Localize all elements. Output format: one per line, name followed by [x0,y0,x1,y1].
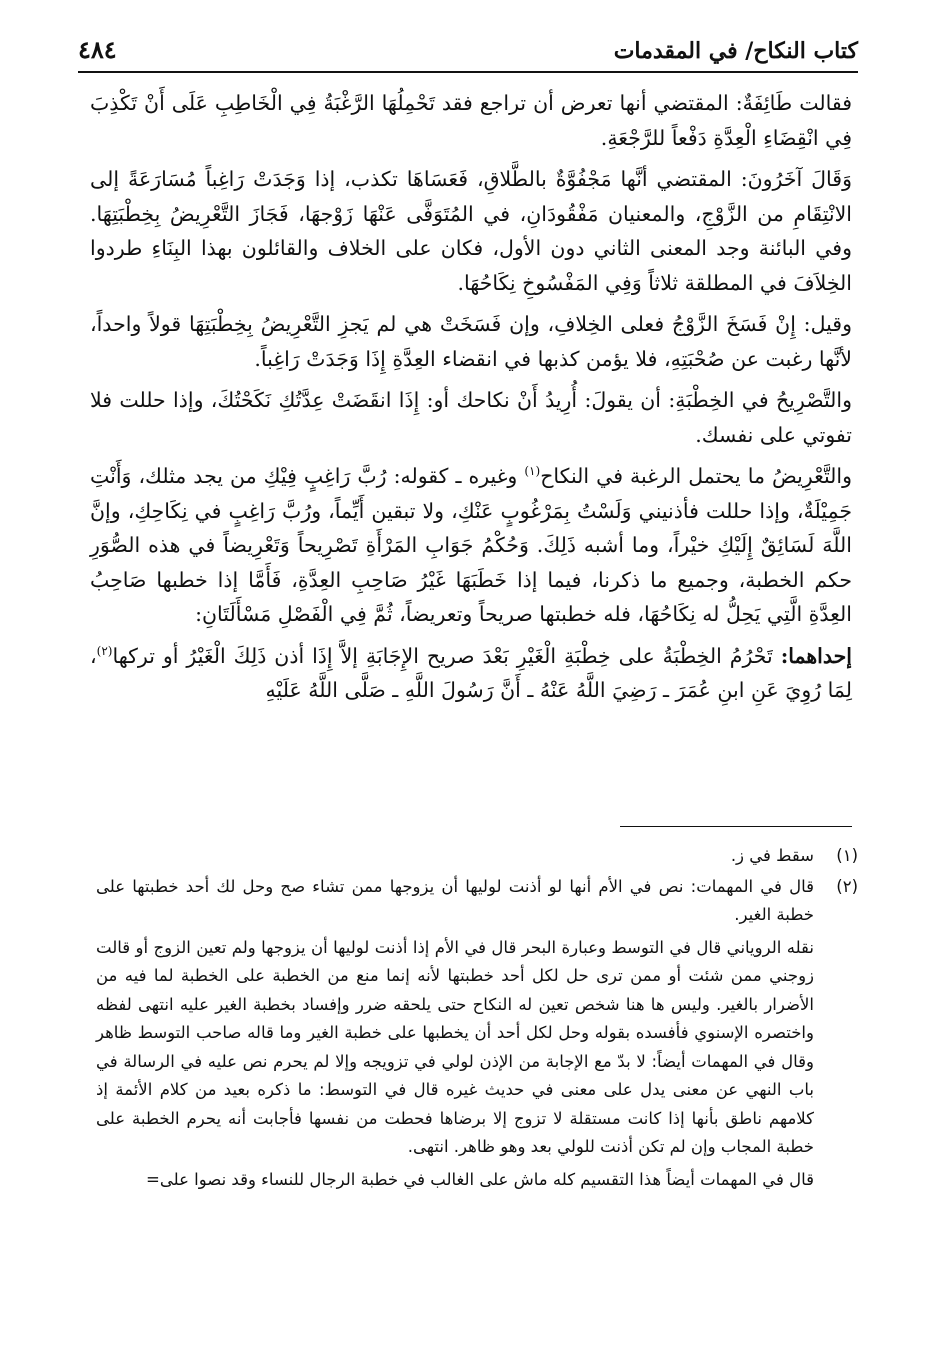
paragraph-5-rest: وغيره ـ كقوله: رُبَّ رَاغِبٍ فِيْكِ من يجد مثلك، وَأَنْتِ جَمِيْلَةٌ، وإذا حللت فأذنيني وَلَسْتُ بِمَرْغُوبٍ عَنْكِ، ولا تبقين أَيِّماً، ورُبَّ رَاغِبٍ في نِكَاحِكِ، وإنَّ اللَّهَ لَسَائِقٌ إِلَيْكِ خيْراً، وما أشبه ذَلِكَ. وَحُكْمُ جَوَابِ المَرْأَةِ تَصْرِيحاً وَتَعْرِيضاً في هذه الصُّوَرِ حكم الخطبة، وجميع ما ذكرنا، فيما إذا خَطَبَهَا غَيْرُ صَاحِبِ العِدَّةِ، فَأَمَّا إذا خطبها صَاحِبُ العِدَّةِ الَّتِي يَحِلُّ له نِكَاحُهَا، فله خطبتها صريحاً وتعريضاً، ثُمَّ فِي الْفَصْلِ مَسْأَلَتَانِ: [90,464,852,626]
footnote-2-continuation: نقله الروياني قال في التوسط وعبارة البحر قال في الأم إذا أذنت لوليها أن يزوجها ولم تعين الزوج أو قالت زوجني ممن شئت أو ممن ترى حل لكل أحد خطبتها لأنه إنما منع من الخطبة على الخطبة لما فيه من الأضرار بالغير. وليس ها هنا شخص تعين له النكاح حتى يلحقه ضرر وإفساد بخطبة الغير عليه انتهى لفظه واختصره الإسنوي فأفسده بقوله وحل لكل أحد أن يخطبها على خطبة الغير وما قاله صاحب التوسط ظاهر وقال في المهمات أيضاً: لا بدّ مع الإجابة من الإذن لولي في تزويجه وإلا لم يحرم نص عليه في الرسالة في باب النهي عن معنى يدل على معنى في حديث غيره قال في التوسط: ما ذكره بعيد من كلام الأئمة إذ كلامهم ناطق بأنها إذا كانت مستقلة لا تزوج إلا برضاها فحطت من نفسها فأجابت أنه يحرم الخطبة على خطبة المجاب وإن لم تكن أذنت للولي بعد وهو ظاهر. انتهى. [96,937,814,1156]
page-header-title: كتاب النكاح/ في المقدمات [613,38,858,64]
footnote-ref-2[interactable]: (٢) [96,643,113,658]
paragraph-5 [90,459,852,632]
footnote-2-last-line: قال في المهمات أيضاً هذا التقسيم كله ماش على الغالب في خطبة الرجال للنساء وقد نصوا على= [146,1169,814,1189]
footnote-2-text: قال في المهمات: نص في الأم أنها لو أذنت لوليها أن يزوجها ممن تشاء صح وحل لك أحد خطبتها على خطبة الغير. [96,876,814,924]
paragraph-6-start: تَحْرُمُ الخِطْبَةُ على خِطْبَةِ الْغَيْرِ بَعْدَ صريح الإِجَابَةِ إلاَّ إِذَا أذن ذَلِكَ الْغَيْرُ أو تركها [112,643,781,668]
footnotes [96,842,858,1194]
header-rule [78,71,858,73]
footnote-1-number: (١) [836,846,858,865]
footnote-2-number: (٢) [836,876,858,896]
main-text [90,86,852,715]
footnote-1 [96,842,858,871]
paragraph-6-lead: إحداهما: [780,643,852,668]
footnote-1-text: سقط في ز. [730,846,814,865]
footnote-ref-1[interactable]: (١) [524,464,541,479]
footnote-2 [96,873,858,930]
paragraph-6-rest: ، لِمَا رُوِيَ عَنِ ابنِ عُمَرَ ـ رَضِيَ اللَّهُ عَنْهُ ـ أَنَّ رَسُولَ اللَّهِ ـ صَلَّى اللَّهُ عَلَيْهِ [90,643,852,702]
paragraph-3: وقيل: إِنْ فَسَخَ الزَّوْجُ فعلى الخِلافِ، وإن فَسَخَتْ هي لم يَجزِ التَّعْرِيضُ بِخِطْبَتِهَا قولاً واحداً، لأنَّها رغبت عن صُحْبَتِهِ، فلا يؤمن كذبها في انقضاء العِدَّةِ إِذَا وَجَدَتْ رَاغِباً. [90,312,852,371]
running-header [78,24,858,70]
paragraph-2: وَقَالَ آخَرُونَ: المقتضي أنَّها مَجْفُوَّةٌ بالطَّلاقِ، فَعَسَاهَا تكذب، إذا وَجَدَتْ رَاغِباً مُسَارَعَةً إلى الانْتِقَامِ من الزَّوْجِ، والمعنيان مَفْقُودَانِ، في المُتَوَفَّى عَنْهَا زَوْجهَا، فَجَازَ التَّعْرِيضُ بِخِطْبَتِهَا. وفي البائنة وجد المعنى الثاني دون الأول، فكان على الخلاف والقائلون بهذا البِنَاءِ طردوا الخِلاَفَ في المطلقة ثلاثاً وَفِي المَفْسُوخِ نِكَاحُهَا. [90,167,852,295]
paragraph-5-start: والتَّعْرِيضُ ما يحتمل الرغبة في النكاح [540,464,853,488]
paragraph-1: فقالت طَائِفَةٌ: المقتضي أنها تعرض أن تراجع فقد تَحْمِلُهَا الرَّغْبَةُ فِي الْخَاطِبِ عَلَى أَنْ تَكْذِبَ فِي انْقِضَاءِ الْعِدَّةِ دَفْعاً للرَّجْعَةِ. [90,91,852,150]
paragraph-6 [90,639,852,708]
paragraph-4: والتَّصْرِيحُ في الخِطْبَةِ: أن يقولَ: أُرِيدُ أَنْ نكاحك أو: إِذَا انقَضَتْ عِدَّتُكِ نَكَحْتُكَ، وإذا حللت فلا تفوتي على نفسك. [90,388,852,447]
footnote-separator [620,826,852,827]
page-number: ٤٨٤ [78,35,117,64]
